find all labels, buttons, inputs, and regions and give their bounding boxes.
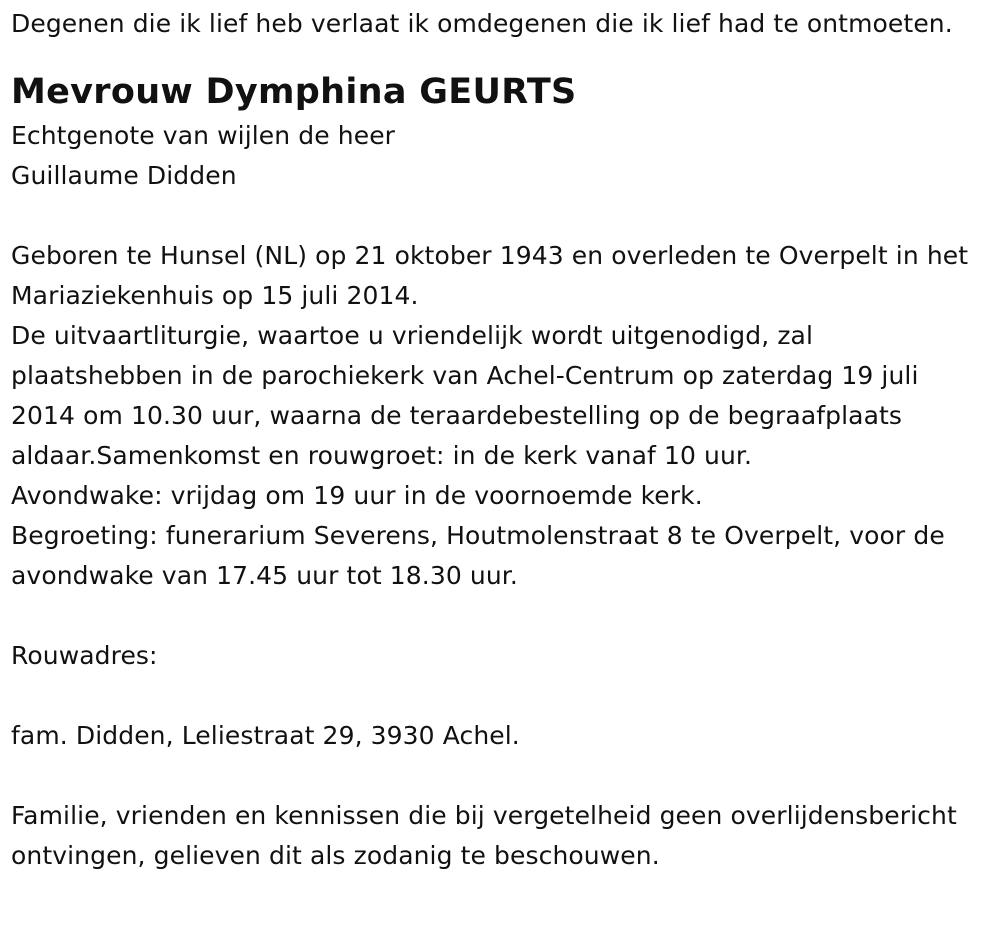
- deceased-name: Mevrouw Dymphina GEURTS: [11, 72, 577, 112]
- obituary-document: [11, 4, 986, 876]
- mourning-address: fam. Didden, Leliestraat 29, 3930 Achel.: [11, 721, 520, 750]
- closing-note: Familie, vrienden en kennissen die bij vergetelheid geen overlijdensbericht ontvingen, gelieven dit als zodanig te beschouwen.: [11, 801, 957, 870]
- spouse-line-2: Guillaume Didden: [11, 161, 237, 190]
- motto: Degenen die ik lief heb verlaat ik omdegenen die ik lief had te ontmoeten.: [11, 9, 953, 38]
- funeral-text: De uitvaartliturgie, waartoe u vriendelijk wordt uitgenodigd, zal plaatshebben in de parochiekerk van Achel-Centrum op zaterdag 19 juli 2014 om 10.30 uur, waarna de teraardebestelling op de begraafplaats aldaar.Samenkomst en rouwgroet: in de kerk vanaf 10 uur.: [11, 321, 919, 470]
- wake-text: Avondwake: vrijdag om 19 uur in de voornoemde kerk.: [11, 481, 703, 510]
- mourning-address-label: Rouwadres:: [11, 641, 158, 670]
- spouse-line-1: Echtgenote van wijlen de heer: [11, 121, 396, 150]
- greeting-text: Begroeting: funerarium Severens, Houtmolenstraat 8 te Overpelt, voor de avondwake van 17.45 uur tot 18.30 uur.: [11, 521, 945, 590]
- birth-death-text: Geboren te Hunsel (NL) op 21 oktober 1943 en overleden te Overpelt in het Mariaziekenhuis op 15 juli 2014.: [11, 241, 969, 310]
